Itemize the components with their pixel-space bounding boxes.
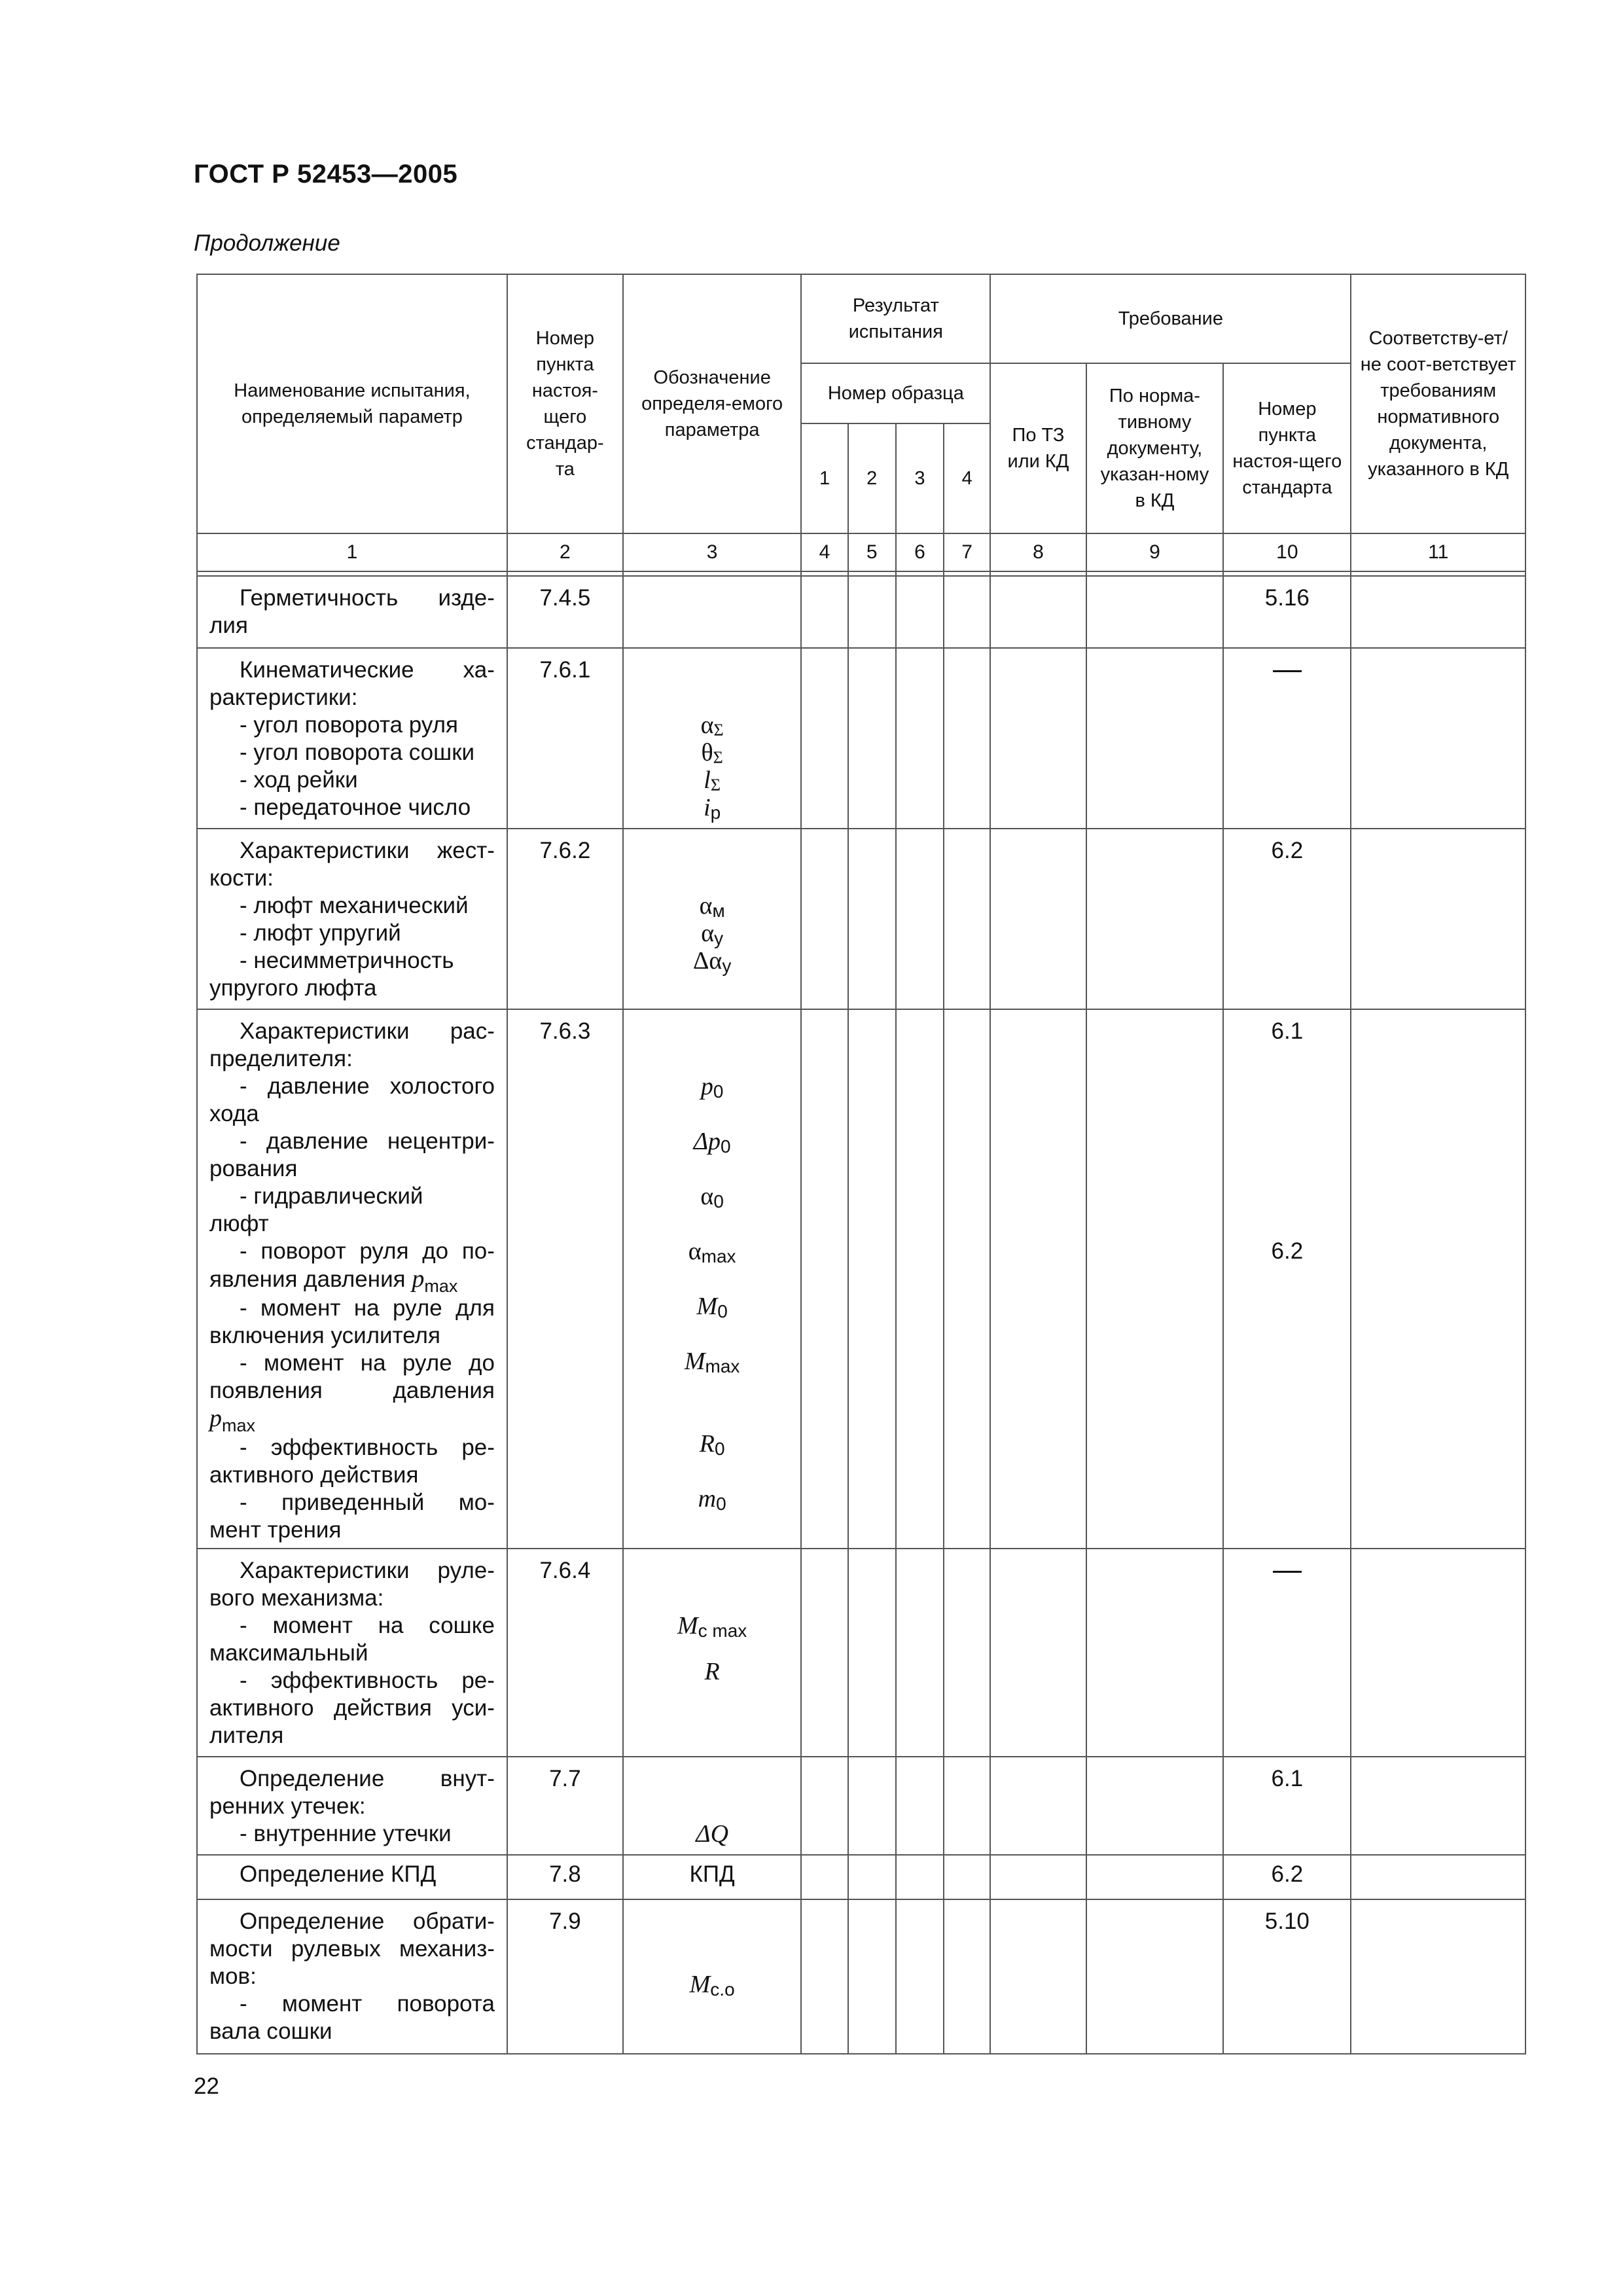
symbol-friction-moment: m 0 xyxy=(698,1485,726,1514)
symbol-reactive-effect: R 0 xyxy=(699,1430,725,1459)
clause-cell: 7.6.3 xyxy=(507,1009,623,1549)
requirement-cell xyxy=(1223,648,1351,829)
symbol-elastic-play: α у xyxy=(701,920,724,948)
symbol-gear-ratio: i р xyxy=(704,794,721,823)
header-sample-number: Номер образца xyxy=(801,363,990,423)
document-title: ГОСТ Р 52453—2005 xyxy=(194,160,458,188)
clause-cell: 7.4.5 xyxy=(507,576,623,648)
test-name-line: люфт xyxy=(209,1211,269,1236)
column-number: 10 xyxy=(1223,533,1351,571)
test-name-line: вала сошки xyxy=(209,2018,332,2044)
column-number: 1 xyxy=(197,533,507,571)
test-name-line: - угол поворота руля xyxy=(240,712,458,738)
test-name-line: - давление нецентри- xyxy=(240,1128,495,1154)
column-number: 11 xyxy=(1351,533,1525,571)
test-name-cell xyxy=(197,1549,507,1757)
symbol-cell xyxy=(623,648,802,829)
symbol-play-asymmetry: Δα у xyxy=(692,947,732,976)
test-name-line: Определение КПД xyxy=(240,1861,437,1887)
clause-cell: 7.7 xyxy=(507,1757,623,1855)
requirement-cell: 6.2 xyxy=(1223,829,1351,1009)
table-row xyxy=(197,829,1525,1009)
symbol-cell xyxy=(623,1009,802,1549)
test-name-line: мент трения xyxy=(209,1517,342,1543)
test-name-line: - момент на руле до xyxy=(240,1350,495,1376)
requirement-cell xyxy=(1223,1549,1351,1757)
symbol-boost-torque: M 0 xyxy=(696,1293,728,1321)
test-name-line: кости: xyxy=(209,865,274,891)
test-name-line: - ход рейки xyxy=(240,767,358,793)
test-name-line: мов: xyxy=(209,1964,257,1989)
test-name-line: ренних утечек: xyxy=(209,1793,366,1819)
column-number: 9 xyxy=(1086,533,1224,571)
symbol-reactive-effect-booster: R xyxy=(704,1658,720,1685)
table-row xyxy=(197,648,1525,829)
header-sample-1: 1 xyxy=(801,423,847,533)
column-number: 5 xyxy=(848,533,896,571)
test-name-line: Кинематические ха- xyxy=(240,657,495,683)
test-name-line: Характеристики руле- xyxy=(240,1558,495,1583)
header-sample-4: 4 xyxy=(944,423,990,533)
test-name-line: Характеристики рас- xyxy=(240,1018,495,1044)
test-name-line: Характеристики жест- xyxy=(240,838,495,863)
header-result: Результат испытания xyxy=(801,274,990,363)
test-name-line: - люфт механический xyxy=(240,893,469,918)
page-number: 22 xyxy=(194,2073,219,2099)
test-name-line: - момент на руле для xyxy=(240,1295,495,1321)
symbol-pitman-turn-moment: M с.о xyxy=(689,1971,735,2000)
symbol-torque-to-pmax: M max xyxy=(684,1348,740,1376)
symbol-angle-to-pmax: α max xyxy=(688,1238,736,1266)
test-name-cell xyxy=(197,648,507,829)
requirement-value: 6.2 xyxy=(1271,1238,1304,1264)
clause-cell: 7.9 xyxy=(507,1899,623,2054)
symbol-cell xyxy=(623,1757,802,1855)
header-by-norm-doc: По норма-тивному документу, указан-ному в КД xyxy=(1086,363,1224,533)
column-number: 7 xyxy=(944,533,990,571)
symbol-internal-leakage: ΔQ xyxy=(696,1820,729,1848)
symbol-offcenter-pressure: Δp 0 xyxy=(693,1128,731,1157)
symbol-cell xyxy=(623,829,802,1009)
test-name-line: рактеристики: xyxy=(209,685,358,710)
double-rule-spacer xyxy=(197,571,1525,576)
test-name-line: лителя xyxy=(209,1723,284,1748)
test-name-cell xyxy=(197,576,507,648)
table-row xyxy=(197,1549,1525,1757)
symbol-steer-angle: α Σ xyxy=(700,711,724,740)
clause-cell: 7.6.1 xyxy=(507,648,623,829)
header-name: Наименование испытания, определяемый параметр xyxy=(197,274,507,533)
test-name-line: - угол поворота сошки xyxy=(240,740,475,765)
test-name-line: вого механизма: xyxy=(209,1585,384,1611)
requirement-cell: 5.10 xyxy=(1223,1899,1351,2054)
symbol-rack-travel: l Σ xyxy=(704,766,721,795)
test-name-line: максимальный xyxy=(209,1640,368,1666)
test-name-line: - приведенный мо- xyxy=(240,1490,495,1515)
symbol-cell xyxy=(623,1549,802,1757)
header-symbol: Обозначение определя-емого параметра xyxy=(623,274,802,533)
column-number: 6 xyxy=(896,533,944,571)
table-row xyxy=(197,576,1525,648)
test-name-line: лия xyxy=(209,613,248,638)
test-name-line: хода xyxy=(209,1101,259,1126)
test-results-table xyxy=(196,274,1526,2054)
clause-cell: 7.6.2 xyxy=(507,829,623,1009)
table-row xyxy=(197,1757,1525,1855)
symbol-hydraulic-play: α 0 xyxy=(700,1183,724,1211)
requirement-value: 6.1 xyxy=(1271,1018,1304,1044)
clause-cell: 7.8 xyxy=(507,1855,623,1899)
column-number: 4 xyxy=(801,533,847,571)
requirement-cell xyxy=(1223,1009,1351,1549)
test-name-line: - момент поворота xyxy=(240,1991,495,2017)
symbol-efficiency: КПД xyxy=(689,1861,735,1887)
test-name-line: - внутренние утечки xyxy=(240,1821,452,1846)
continuation-label: Продолжение xyxy=(194,230,340,256)
test-name-line: пределителя: xyxy=(209,1046,353,1071)
header-compliance: Соответству-ет/не соот-ветствует требованиям нормативного документа, указанного в КД xyxy=(1351,274,1525,533)
requirement-cell: 6.2 xyxy=(1223,1855,1351,1899)
requirement-cell: 5.16 xyxy=(1223,576,1351,648)
table-row xyxy=(197,1855,1525,1899)
test-name-line: $p_{max}$ xyxy=(209,1405,256,1435)
test-name-cell xyxy=(197,1899,507,2054)
column-number-row xyxy=(197,533,1525,571)
symbol-cell xyxy=(623,1855,802,1899)
clause-cell: 7.6.4 xyxy=(507,1549,623,1757)
test-name-line: - гидравлический xyxy=(240,1183,423,1209)
test-name-line: активного действия xyxy=(209,1462,419,1488)
test-name-line: активного действия уси- xyxy=(209,1695,495,1721)
test-name-line: явления давления $p_{max}$ xyxy=(209,1265,458,1296)
test-name-line: - несимметричность xyxy=(240,948,454,973)
table-header xyxy=(197,274,1525,533)
symbol-idle-pressure: p 0 xyxy=(700,1073,724,1102)
test-name-line: - эффективность ре- xyxy=(240,1435,495,1460)
symbol-cell xyxy=(623,1899,802,2054)
table-row xyxy=(197,1899,1525,2054)
test-name-cell xyxy=(197,829,507,1009)
requirement-cell: 6.1 xyxy=(1223,1757,1351,1855)
symbol-mech-play: α м xyxy=(699,892,725,921)
test-name-line: упругого люфта xyxy=(209,975,377,1001)
test-name-line: включения усилителя xyxy=(209,1323,440,1348)
header-sample-2: 2 xyxy=(848,423,896,533)
test-name-line: - момент на сошке xyxy=(240,1613,495,1638)
test-name-cell xyxy=(197,1757,507,1855)
test-name-line: - давление холостого xyxy=(240,1073,495,1099)
test-name-line: рования xyxy=(209,1156,298,1181)
requirement-dash xyxy=(1273,670,1302,672)
column-number: 3 xyxy=(623,533,802,571)
symbol-pitman-angle: θ Σ xyxy=(701,739,723,767)
column-number: 2 xyxy=(507,533,623,571)
test-name-line: - передаточное число xyxy=(240,795,471,820)
test-name-cell xyxy=(197,1009,507,1549)
requirement-dash xyxy=(1273,1571,1302,1573)
test-name-line: - поворот руля до по- xyxy=(240,1238,495,1264)
header-clause: Номер пункта настоя-щего стандар-та xyxy=(507,274,623,533)
test-name-line: Герметичность изде- xyxy=(240,585,495,611)
symbol-cell xyxy=(623,576,802,648)
test-name-cell xyxy=(197,1855,507,1899)
header-requirement: Требование xyxy=(990,274,1351,363)
header-by-tz: По ТЗ или КД xyxy=(990,363,1086,533)
header-sample-3: 3 xyxy=(896,423,944,533)
test-name-line: появления давления xyxy=(209,1378,495,1403)
column-number: 8 xyxy=(990,533,1086,571)
test-name-line: мости рулевых механиз- xyxy=(209,1936,495,1962)
test-name-line: - эффективность ре- xyxy=(240,1668,495,1693)
table-row xyxy=(197,1009,1525,1549)
test-name-line: Определение обрати- xyxy=(240,1909,495,1934)
test-name-line: - люфт упругий xyxy=(240,920,401,946)
test-name-line: Определение внут- xyxy=(240,1766,495,1791)
header-std-clause: Номер пункта настоя-щего стандарта xyxy=(1223,363,1351,533)
symbol-max-pitman-torque: M с max xyxy=(677,1612,747,1641)
